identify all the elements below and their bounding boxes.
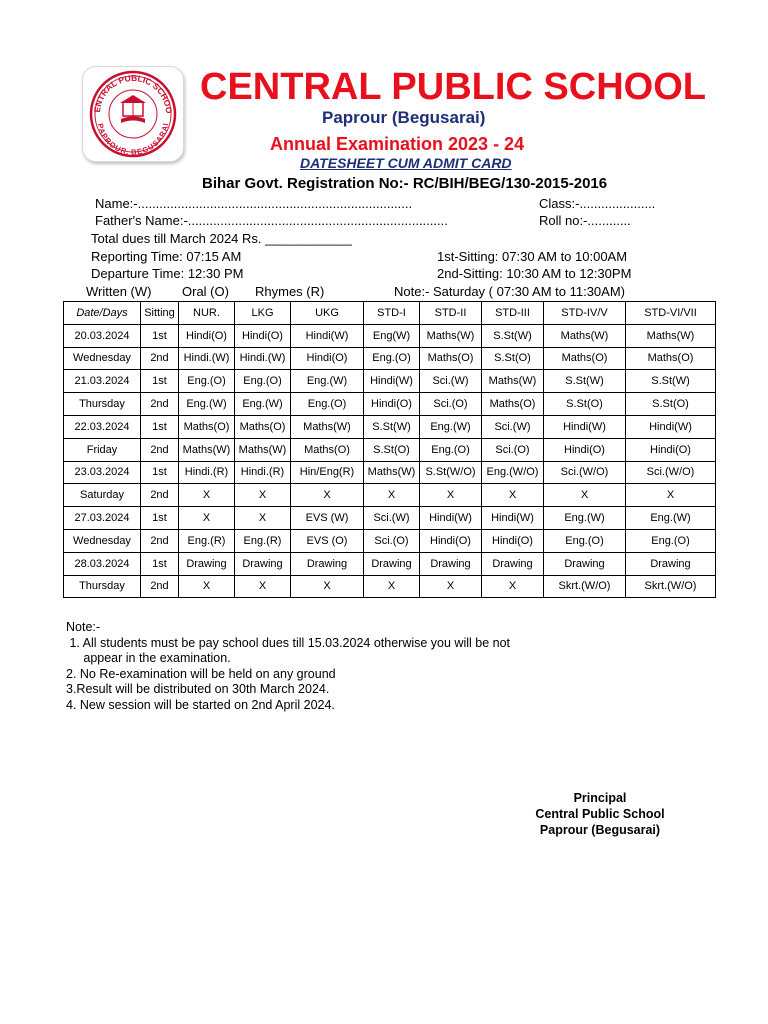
registration-number: Bihar Govt. Registration No:- RC/BIH/BEG/130-2015-2016: [202, 175, 608, 192]
subject-cell: Hindi(O): [626, 438, 716, 461]
sitting-cell: 1st: [141, 507, 179, 530]
signature-place: Paprour (Begusarai): [539, 823, 661, 837]
second-sitting-time: 2nd-Sitting: 10:30 AM to 12:30PM: [437, 266, 632, 281]
sitting-cell: 2nd: [141, 438, 179, 461]
subject-cell: Hindi.(R): [179, 461, 235, 484]
subject-cell: Maths(O): [179, 415, 235, 438]
table-row: [64, 324, 716, 347]
legend-rhymes: Rhymes (R): [255, 284, 325, 299]
subject-cell: Eng.(O): [364, 347, 420, 370]
date-day-cell: 28.03.2024: [64, 552, 141, 575]
date-day-cell: 23.03.2024: [64, 461, 141, 484]
note-item: appear in the examination.: [66, 651, 231, 665]
subject-cell: Hindi(O): [544, 438, 626, 461]
svg-text:CENTRAL PUBLIC SCHOOL: ENTRAL PUBLIC SCHOO: [91, 72, 175, 114]
column-header: STD-VI/VII: [626, 302, 716, 325]
subject-cell: X: [482, 575, 544, 598]
subject-cell: X: [291, 484, 364, 507]
signature-school: Central Public School: [535, 807, 665, 821]
subject-cell: Sci.(O): [420, 393, 482, 416]
document-title: DATESHEET CUM ADMIT CARD: [300, 155, 512, 171]
sitting-cell: 2nd: [141, 575, 179, 598]
subject-cell: Eng.(O): [544, 529, 626, 552]
subject-cell: Maths(W): [291, 415, 364, 438]
date-day-cell: 20.03.2024: [64, 324, 141, 347]
column-header: STD-I: [364, 302, 420, 325]
table-row: [64, 415, 716, 438]
school-logo: [82, 66, 184, 162]
date-day-cell: Thursday: [64, 393, 141, 416]
subject-cell: X: [420, 484, 482, 507]
subject-cell: Sci.(W): [364, 507, 420, 530]
subject-cell: Eng(W): [364, 324, 420, 347]
subject-cell: Hindi(O): [179, 324, 235, 347]
subject-cell: Eng.(O): [626, 529, 716, 552]
table-row: [64, 461, 716, 484]
subject-cell: Hindi.(W): [179, 347, 235, 370]
subject-cell: S.St(W): [544, 370, 626, 393]
sitting-cell: 2nd: [141, 529, 179, 552]
subject-cell: Drawing: [291, 552, 364, 575]
departure-time: Departure Time: 12:30 PM: [91, 266, 244, 281]
school-seal-icon: [83, 67, 183, 161]
subject-cell: Sci.(O): [482, 438, 544, 461]
date-day-cell: Wednesday: [64, 347, 141, 370]
subject-cell: Hindi(W): [626, 415, 716, 438]
father-name-field: Father's Name:-........................................................................: [95, 213, 448, 228]
table-row: [64, 438, 716, 461]
sitting-cell: 1st: [141, 324, 179, 347]
legend-oral: Oral (O): [182, 284, 229, 299]
subject-cell: Sci.(W/O): [544, 461, 626, 484]
subject-cell: Maths(O): [626, 347, 716, 370]
first-sitting-time: 1st-Sitting: 07:30 AM to 10:00AM: [437, 249, 628, 264]
subject-cell: S.St(O): [544, 393, 626, 416]
subject-cell: EVS (W): [291, 507, 364, 530]
table-row: [64, 370, 716, 393]
subject-cell: Hindi(O): [235, 324, 291, 347]
subject-cell: Maths(W): [626, 324, 716, 347]
table-header-row: [64, 302, 716, 325]
table-row: [64, 552, 716, 575]
school-location: Paprour (Begusarai): [322, 108, 486, 127]
table-row: [64, 575, 716, 598]
class-field: Class:-.....................: [539, 196, 656, 211]
subject-cell: Maths(O): [235, 415, 291, 438]
signature-role: Principal: [573, 791, 627, 805]
subject-cell: Drawing: [420, 552, 482, 575]
subject-cell: S.St(W): [364, 415, 420, 438]
svg-text:PAPROUR, BEGUSARAI: PAPROUR, BEGUSARAI: [95, 122, 171, 157]
note-item: 3.Result will be distributed on 30th March 2024.: [66, 682, 330, 696]
exam-title: Annual Examination 2023 - 24: [270, 134, 525, 154]
subject-cell: Eng.(W/O): [482, 461, 544, 484]
date-day-cell: Wednesday: [64, 529, 141, 552]
subject-cell: Eng.(W): [420, 415, 482, 438]
column-header: STD-II: [420, 302, 482, 325]
subject-cell: Maths(W): [235, 438, 291, 461]
subject-cell: Hindi(O): [482, 529, 544, 552]
subject-cell: Hindi(O): [420, 529, 482, 552]
saturday-note: Note:- Saturday ( 07:30 AM to 11:30AM): [394, 284, 625, 299]
subject-cell: S.St(W): [626, 370, 716, 393]
name-field: Name:-............................................................................: [95, 196, 413, 211]
subject-cell: S.St(O): [482, 347, 544, 370]
sitting-cell: 1st: [141, 415, 179, 438]
sitting-cell: 1st: [141, 461, 179, 484]
subject-cell: X: [482, 484, 544, 507]
note-item: 4. New session will be started on 2nd April 2024.: [66, 697, 335, 712]
date-day-cell: Saturday: [64, 484, 141, 507]
column-header: Sitting: [141, 302, 179, 325]
subject-cell: Eng.(W): [626, 507, 716, 530]
subject-cell: Hindi(O): [291, 347, 364, 370]
subject-cell: Sci.(W/O): [626, 461, 716, 484]
subject-cell: X: [291, 575, 364, 598]
subject-cell: Eng.(O): [235, 370, 291, 393]
subject-cell: Maths(W): [482, 370, 544, 393]
subject-cell: Maths(W): [179, 438, 235, 461]
subject-cell: X: [364, 484, 420, 507]
subject-cell: Drawing: [364, 552, 420, 575]
subject-cell: X: [544, 484, 626, 507]
date-day-cell: 27.03.2024: [64, 507, 141, 530]
subject-cell: Maths(W): [364, 461, 420, 484]
subject-cell: X: [235, 575, 291, 598]
column-header: LKG: [235, 302, 291, 325]
subject-cell: Eng.(W): [179, 393, 235, 416]
date-day-cell: Friday: [64, 438, 141, 461]
notes-section: [66, 620, 510, 713]
subject-cell: S.St(O): [364, 438, 420, 461]
sitting-cell: 2nd: [141, 347, 179, 370]
subject-cell: Eng.(O): [179, 370, 235, 393]
subject-cell: Eng.(R): [179, 529, 235, 552]
subject-cell: Drawing: [482, 552, 544, 575]
table-row: [64, 507, 716, 530]
table-row: [64, 347, 716, 370]
subject-cell: Skrt.(W/O): [544, 575, 626, 598]
column-header: Date/Days: [64, 302, 141, 325]
subject-cell: Hindi(W): [291, 324, 364, 347]
subject-cell: Maths(O): [482, 393, 544, 416]
subject-cell: Eng.(O): [420, 438, 482, 461]
note-item: 2. No Re-examination will be held on any ground: [66, 666, 336, 681]
note-item: 1. All students must be pay school dues till 15.03.2024 otherwise you will be not: [66, 635, 511, 650]
subject-cell: Maths(O): [544, 347, 626, 370]
legend-written: Written (W): [86, 284, 152, 299]
datesheet-table: [63, 301, 716, 598]
table-row: [64, 393, 716, 416]
subject-cell: Hindi(W): [364, 370, 420, 393]
subject-cell: Maths(O): [291, 438, 364, 461]
column-header: NUR.: [179, 302, 235, 325]
sitting-cell: 1st: [141, 552, 179, 575]
sitting-cell: 2nd: [141, 484, 179, 507]
subject-cell: X: [235, 484, 291, 507]
column-header: STD-III: [482, 302, 544, 325]
total-dues-field: Total dues till March 2024 Rs. ____________: [91, 231, 352, 246]
subject-cell: Eng.(W): [291, 370, 364, 393]
sitting-cell: 1st: [141, 370, 179, 393]
subject-cell: Hindi(O): [364, 393, 420, 416]
subject-cell: EVS (O): [291, 529, 364, 552]
sitting-cell: 2nd: [141, 393, 179, 416]
subject-cell: Hindi(W): [482, 507, 544, 530]
subject-cell: Hindi(W): [544, 415, 626, 438]
subject-cell: Hindi.(W): [235, 347, 291, 370]
subject-cell: Eng.(O): [291, 393, 364, 416]
subject-cell: Maths(O): [420, 347, 482, 370]
column-header: UKG: [291, 302, 364, 325]
subject-cell: Drawing: [179, 552, 235, 575]
subject-cell: X: [179, 507, 235, 530]
subject-cell: Maths(W): [420, 324, 482, 347]
subject-cell: X: [420, 575, 482, 598]
subject-cell: Eng.(W): [544, 507, 626, 530]
date-day-cell: 21.03.2024: [64, 370, 141, 393]
subject-cell: Eng.(W): [235, 393, 291, 416]
subject-cell: Drawing: [235, 552, 291, 575]
table-row: [64, 529, 716, 552]
roll-no-field: Roll no:-............: [539, 213, 631, 228]
date-day-cell: 22.03.2024: [64, 415, 141, 438]
subject-cell: X: [179, 484, 235, 507]
school-name: CENTRAL PUBLIC SCHOOL: [200, 66, 706, 108]
subject-cell: Sci.(W): [420, 370, 482, 393]
reporting-time: Reporting Time: 07:15 AM: [91, 249, 242, 264]
subject-cell: X: [179, 575, 235, 598]
subject-cell: Sci.(W): [482, 415, 544, 438]
subject-cell: S.St(W): [482, 324, 544, 347]
subject-cell: X: [364, 575, 420, 598]
subject-cell: S.St(W/O): [420, 461, 482, 484]
subject-cell: Skrt.(W/O): [626, 575, 716, 598]
column-header: STD-IV/V: [544, 302, 626, 325]
subject-cell: Hindi(W): [420, 507, 482, 530]
date-day-cell: Thursday: [64, 575, 141, 598]
subject-cell: X: [235, 507, 291, 530]
subject-cell: Hindi.(R): [235, 461, 291, 484]
subject-cell: S.St(O): [626, 393, 716, 416]
subject-cell: Hin/Eng(R): [291, 461, 364, 484]
subject-cell: X: [626, 484, 716, 507]
subject-cell: Drawing: [544, 552, 626, 575]
subject-cell: Sci.(O): [364, 529, 420, 552]
subject-cell: Eng.(R): [235, 529, 291, 552]
principal-signature-block: [520, 790, 680, 838]
notes-title: Note:-: [66, 620, 101, 634]
subject-cell: Maths(W): [544, 324, 626, 347]
table-row: [64, 484, 716, 507]
subject-cell: Drawing: [626, 552, 716, 575]
